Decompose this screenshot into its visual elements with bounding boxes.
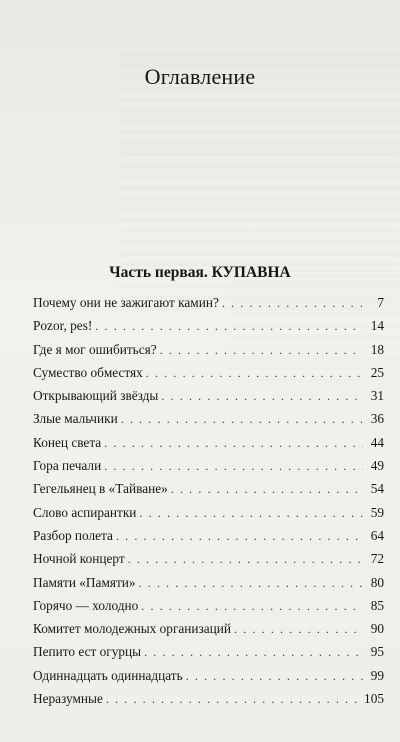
toc-entry-page-number: 7 (377, 295, 384, 310)
toc-entry-title: Горячо — холодно (33, 597, 139, 613)
dot-leader (160, 343, 363, 358)
toc-entry (33, 528, 384, 551)
dot-leader (161, 389, 363, 404)
toc-entry-title: Злые мальчики (33, 411, 118, 427)
toc-entry-page-number: 36 (370, 411, 384, 427)
dot-leader (116, 529, 363, 544)
toc-entry-page-number: 25 (370, 364, 384, 380)
part-title: Часть первая. КУПАВНА (109, 264, 291, 281)
dot-leader (139, 576, 363, 591)
toc-entry-page-number: 54 (370, 481, 384, 497)
page-title: Оглавление (144, 64, 256, 89)
toc-entry-page-number: 105 (364, 691, 384, 707)
dot-leader (104, 436, 363, 451)
dot-leader (234, 622, 363, 637)
toc-entry (33, 365, 384, 388)
dot-leader (146, 366, 363, 381)
toc-entry (33, 598, 384, 621)
toc-entry-title: Открывающий звёзды (33, 388, 159, 404)
toc-entry-title: Разбор полета (33, 527, 113, 543)
toc-entry (33, 388, 384, 411)
toc-entry (33, 551, 384, 574)
dot-leader (144, 645, 363, 660)
toc-entry-page-number: 49 (370, 458, 384, 474)
toc-entry-title: Сумество обместях (33, 364, 143, 380)
toc-entry (33, 505, 384, 528)
dot-leader (106, 692, 361, 707)
toc-entry (33, 691, 384, 714)
dot-leader (95, 319, 363, 334)
dot-leader (171, 482, 363, 497)
toc-entry (33, 575, 384, 598)
toc-entry-title: Ночной концерт (33, 551, 125, 567)
dot-leader (186, 669, 363, 684)
toc-entry-title: Памяти «Памяти» (33, 574, 136, 590)
toc-entry (33, 295, 384, 318)
toc-entry-page-number: 95 (370, 644, 384, 660)
dot-leader (141, 599, 363, 614)
toc-entry-title: Одиннадцать одиннадцать (33, 667, 183, 683)
toc-entry-page-number: 99 (370, 667, 384, 683)
toc-entry-title: Пепито ест огурцы (33, 644, 142, 660)
dot-leader (104, 459, 363, 474)
toc-entry-title: Комитет молодежных организаций (33, 621, 232, 637)
dot-leader (128, 552, 363, 567)
toc-entry (33, 668, 384, 691)
toc-entry (33, 342, 384, 365)
toc-entry-title: Почему они не зажигают камин? (33, 295, 219, 310)
toc-entry-page-number: 31 (370, 388, 384, 404)
toc-entry-title: Слово аспирантки (33, 504, 137, 520)
toc-entry-title: Неразумные (33, 691, 103, 707)
toc-entry-title: Где я мог ошибиться? (33, 341, 157, 357)
toc-entry (33, 621, 384, 644)
table-of-contents (33, 295, 384, 714)
toc-entry (33, 458, 384, 481)
toc-entry-page-number: 85 (370, 597, 384, 613)
toc-entry-page-number: 64 (370, 527, 384, 543)
toc-entry-page-number: 80 (370, 574, 384, 590)
dot-leader (139, 506, 363, 521)
dot-leader (121, 412, 363, 427)
toc-entry-page-number: 59 (370, 504, 384, 520)
toc-entry-title: Гора печали (33, 458, 102, 474)
toc-entry-page-number: 18 (370, 341, 384, 357)
toc-entry-page-number: 14 (370, 318, 384, 334)
toc-entry (33, 411, 384, 434)
toc-entry (33, 644, 384, 667)
toc-entry (33, 318, 384, 341)
toc-entry-page-number: 44 (370, 434, 384, 450)
dot-leader (222, 296, 363, 311)
toc-entry-title: Конец света (33, 434, 102, 450)
toc-entry-title: Pozor, pes! (33, 318, 93, 334)
toc-entry (33, 481, 384, 504)
toc-entry-page-number: 90 (370, 621, 384, 637)
toc-entry-title: Гегельянец в «Тайване» (33, 481, 168, 497)
toc-entry-page-number: 72 (370, 551, 384, 567)
toc-entry (33, 435, 384, 458)
